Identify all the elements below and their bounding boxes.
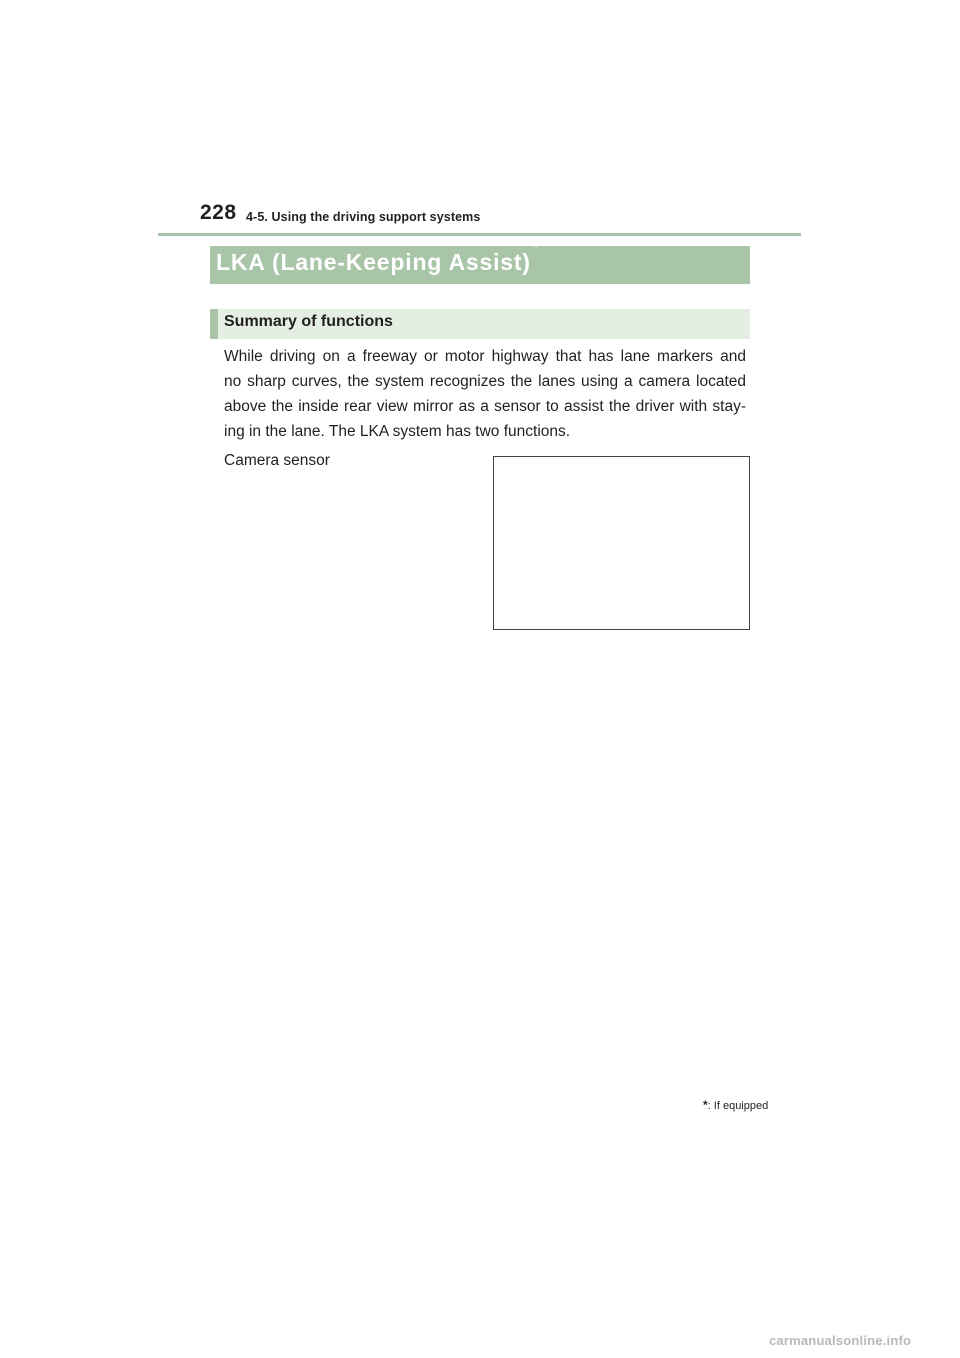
figure-frame xyxy=(493,456,750,630)
if-equipped-marker: * xyxy=(532,239,539,256)
footnote xyxy=(703,1098,768,1112)
title-band xyxy=(210,239,750,284)
subsection-heading: Summary of functions xyxy=(224,313,393,330)
subsection-accent-bar xyxy=(210,309,218,339)
body-line: no sharp curves, the system recognizes the lanes using a camera located xyxy=(224,373,746,390)
footnote-text: : If equipped xyxy=(707,1100,769,1112)
body-line: above the inside rear view mirror as a sensor to assist the driver with stay- xyxy=(224,398,746,415)
footnote-marker: * xyxy=(703,1098,708,1112)
header-divider xyxy=(158,233,801,236)
page-title xyxy=(216,249,531,276)
body-paragraph xyxy=(224,344,746,444)
page-title-text: LKA (Lane-Keeping Assist) xyxy=(216,249,531,275)
figure-label: Camera sensor xyxy=(224,452,330,469)
subsection-band xyxy=(210,309,750,339)
body-line: While driving on a freeway or motor highway that has lane markers and xyxy=(224,348,746,365)
section-label: 4-5. Using the driving support systems xyxy=(246,210,481,224)
body-line: ing in the lane. The LKA system has two functions. xyxy=(224,423,571,440)
page-number: 228 xyxy=(200,201,237,224)
watermark: carmanualsonline.info xyxy=(769,1333,912,1348)
